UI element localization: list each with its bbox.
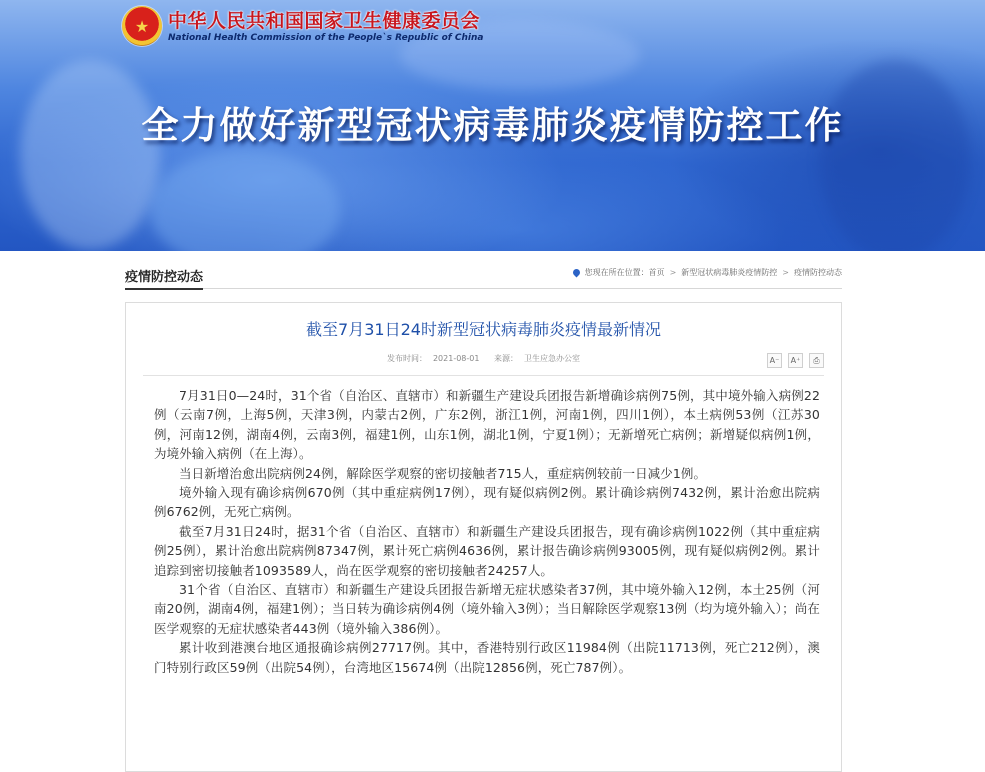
breadcrumb-separator: > [669, 268, 677, 277]
banner-decoration [150, 150, 340, 251]
article-paragraph: 当日新增治愈出院病例24例，解除医学观察的密切接触者715人，重症病例较前一日减少1例。 [179, 465, 707, 481]
article-body [154, 386, 820, 677]
article-paragraph: 7月31日0—24时，31个省（自治区、直辖市）和新疆生产建设兵团报告新增确诊病例75例，其中境外输入病例22例（云南7例，上海5例，天津3例，内蒙古2例，广东2例，浙江1例，河南1例，四川1例），本土病例53例（江苏30例，河南12例，湖南4例，云南3例，福建1例，山东1例，湖北1例，宁夏1例）；无新增死亡病例；新增疑似病例1例，为境外输入病例（在上海）。 [154, 388, 820, 462]
national-emblem-icon: ★ [122, 6, 162, 46]
article-paragraph: 31个省（自治区、直辖市）和新疆生产建设兵团报告新增无症状感染者37例，其中境外输入12例，本土25例（河南20例，湖南4例，福建1例）；当日转为确诊病例4例（境外输入3例）；当日解除医学观察13例（均为境外输入）；尚在医学观察的无症状感染者443例（境外输入386例）。 [154, 582, 820, 636]
article-tools [761, 353, 824, 368]
breadcrumb [573, 267, 842, 278]
source-label: 来源： [494, 354, 519, 363]
breadcrumb-separator: > [782, 268, 789, 277]
banner-slogan: 全力做好新型冠状病毒肺炎疫情防控工作 [141, 104, 844, 147]
article-paragraph: 截至7月31日24时，据31个省（自治区、直辖市）和新疆生产建设兵团报告，现有确诊病例1022例（其中重症病例25例），累计治愈出院病例87347例，累计死亡病例4636例，累计报告确诊病例93005例，现有疑似病例2例。累计追踪到密切接触者1093589人，尚在医学观察的密切接触者24257人。 [154, 523, 820, 578]
section-bar [125, 251, 842, 289]
publish-label: 发布时间： [386, 354, 427, 363]
header-banner [0, 0, 985, 251]
breadcrumb-current[interactable]: 疫情防控动态 [794, 268, 842, 277]
publish-date: 2021-08-01 [432, 354, 480, 363]
source-value: 卫生应急办公室 [524, 354, 581, 363]
location-pin-icon [571, 268, 581, 278]
site-logo[interactable] [122, 6, 483, 46]
font-increase-button[interactable]: A⁺ [788, 353, 803, 368]
org-name-cn: 中华人民共和国国家卫生健康委员会 [168, 9, 481, 32]
org-name-en: National Health Commission of the People`s Republic of China [168, 32, 484, 43]
print-button[interactable]: ⎙ [809, 353, 824, 368]
banner-decoration [820, 60, 970, 251]
article-title: 截至7月31日24时新型冠状病毒肺炎疫情最新情况 [306, 320, 661, 339]
article-divider [143, 375, 824, 376]
section-title[interactable]: 疫情防控动态 [125, 266, 203, 290]
breadcrumb-prefix: 您现在所在位置： [584, 268, 649, 277]
article-container [125, 302, 842, 772]
article-paragraph: 境外输入现有确诊病例670例（其中重症病例17例），现有疑似病例2例。累计确诊病例7432例，累计治愈出院病例6762例，无死亡病例。 [154, 485, 820, 520]
breadcrumb-epidemic[interactable]: 新型冠状病毒肺炎疫情防控 [681, 268, 778, 277]
article-meta [126, 353, 841, 364]
article-paragraph: 累计收到港澳台地区通报确诊病例27717例。其中，香港特别行政区11984例（出院11713例，死亡212例），澳门特别行政区59例（出院54例），台湾地区15674例（出院12856例，死亡787例）。 [154, 640, 820, 675]
breadcrumb-home[interactable]: 首页 [648, 268, 665, 277]
banner-decoration [20, 60, 160, 250]
font-decrease-button[interactable]: A⁻ [767, 353, 782, 368]
